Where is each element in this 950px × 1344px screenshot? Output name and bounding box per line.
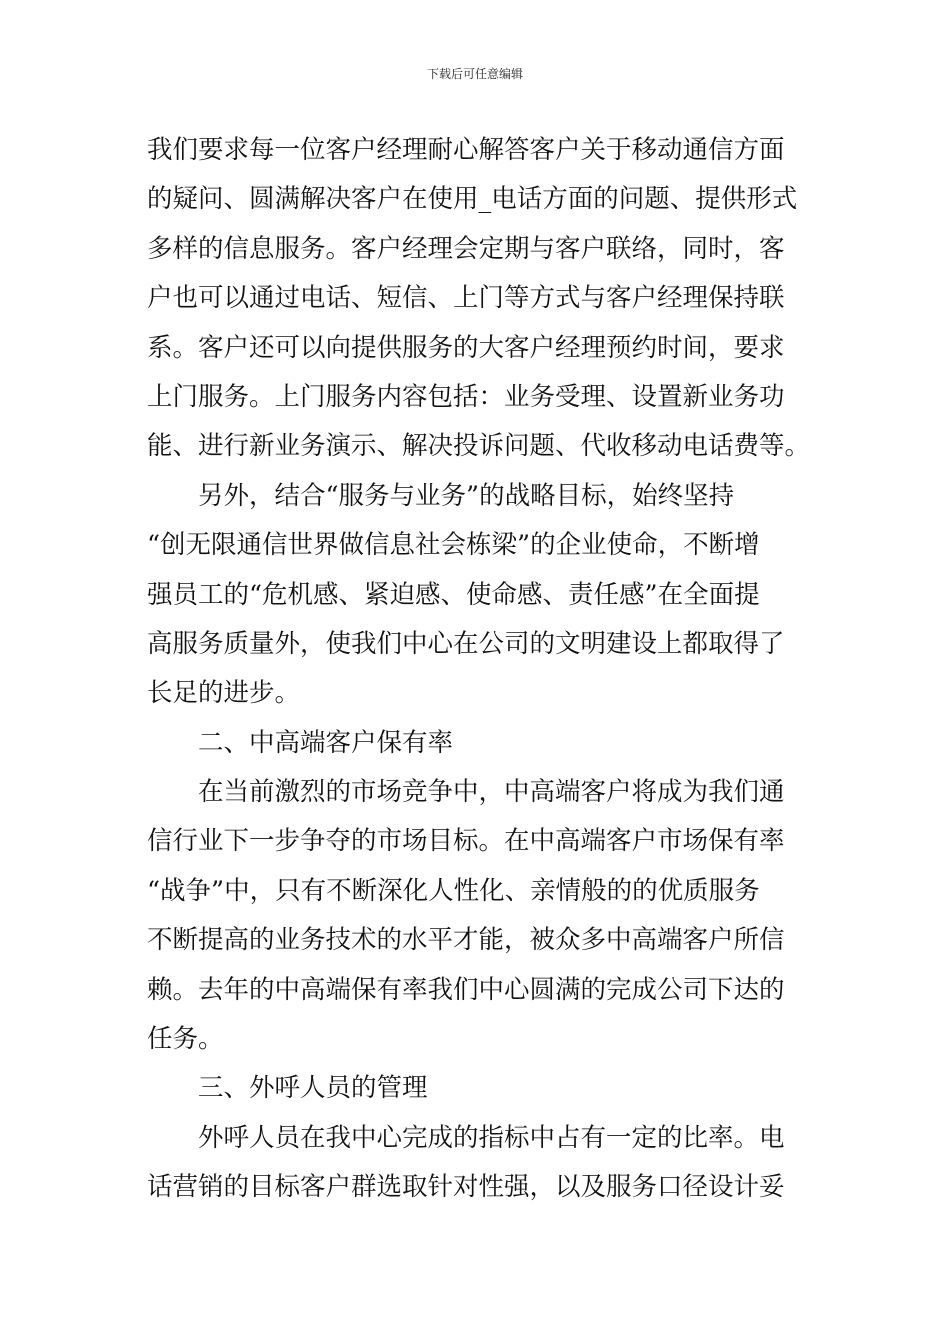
- text-line: 另外，结合“服务与业务”的战略目标，始终坚持: [198, 480, 735, 511]
- text-line: 信行业下一步争夺的市场目标。在中高端客户市场保有率: [147, 826, 785, 857]
- text-line: 话营销的目标客户群选取针对性强，以及服务口径设计妥: [147, 1172, 785, 1203]
- text-line: 多样的信息服务。客户经理会定期与客户联络，同时，客: [147, 233, 785, 264]
- text-line: 长足的进步。: [147, 678, 301, 709]
- text-line: 我们要求每一位客户经理耐心解答客户关于移动通信方面: [147, 135, 785, 165]
- paragraph-retention: [147, 768, 807, 1064]
- text-line: 系。客户还可以向提供服务的大客户经理预约时间，要求: [147, 332, 785, 363]
- paragraph-strategy: [147, 472, 807, 719]
- document-body: [147, 126, 811, 1213]
- text-line: 赖。去年的中高端保有率我们中心圆满的完成公司下达的: [147, 974, 785, 1005]
- text-line: 强员工的“危机感、紧迫感、使命感、责任感”在全面提: [147, 579, 760, 610]
- text-line: 上门服务。上门服务内容包括：业务受理、设置新业务功: [147, 381, 785, 412]
- text-line: 不断提高的业务技术的水平才能，被众多中高端客户所信: [147, 925, 785, 956]
- text-line: “战争”中，只有不断深化人性化、亲情般的的优质服务: [147, 875, 760, 906]
- heading-text: 三、外呼人员的管理: [198, 1073, 428, 1104]
- section-heading-outbound: [147, 1064, 807, 1113]
- text-line: 的疑问、圆满解决客户在使用_电话方面的问题、提供形式: [147, 184, 798, 215]
- text-line: “创无限通信世界做信息社会栋梁”的企业使命，不断增: [147, 530, 760, 561]
- paragraph-service: [147, 126, 811, 472]
- text-line: 能、进行新业务演示、解决投诉问题、代收移动电话费等。: [147, 431, 811, 462]
- text-line: 在当前激烈的市场竞争中，中高端客户将成为我们通: [198, 777, 785, 808]
- text-line: 高服务质量外，使我们中心在公司的文明建设上都取得了: [147, 628, 785, 659]
- text-line: 外呼人员在我中心完成的指标中占有一定的比率。电: [198, 1122, 785, 1153]
- text-line: 户也可以通过电话、短信、上门等方式与客户经理保持联: [147, 283, 785, 314]
- section-heading-retention: [147, 719, 807, 768]
- paragraph-outbound: [147, 1114, 807, 1213]
- text-line: 任务。: [147, 1024, 224, 1055]
- page-header: 下载后可任意编辑: [426, 67, 523, 81]
- heading-text: 二、中高端客户保有率: [198, 727, 454, 758]
